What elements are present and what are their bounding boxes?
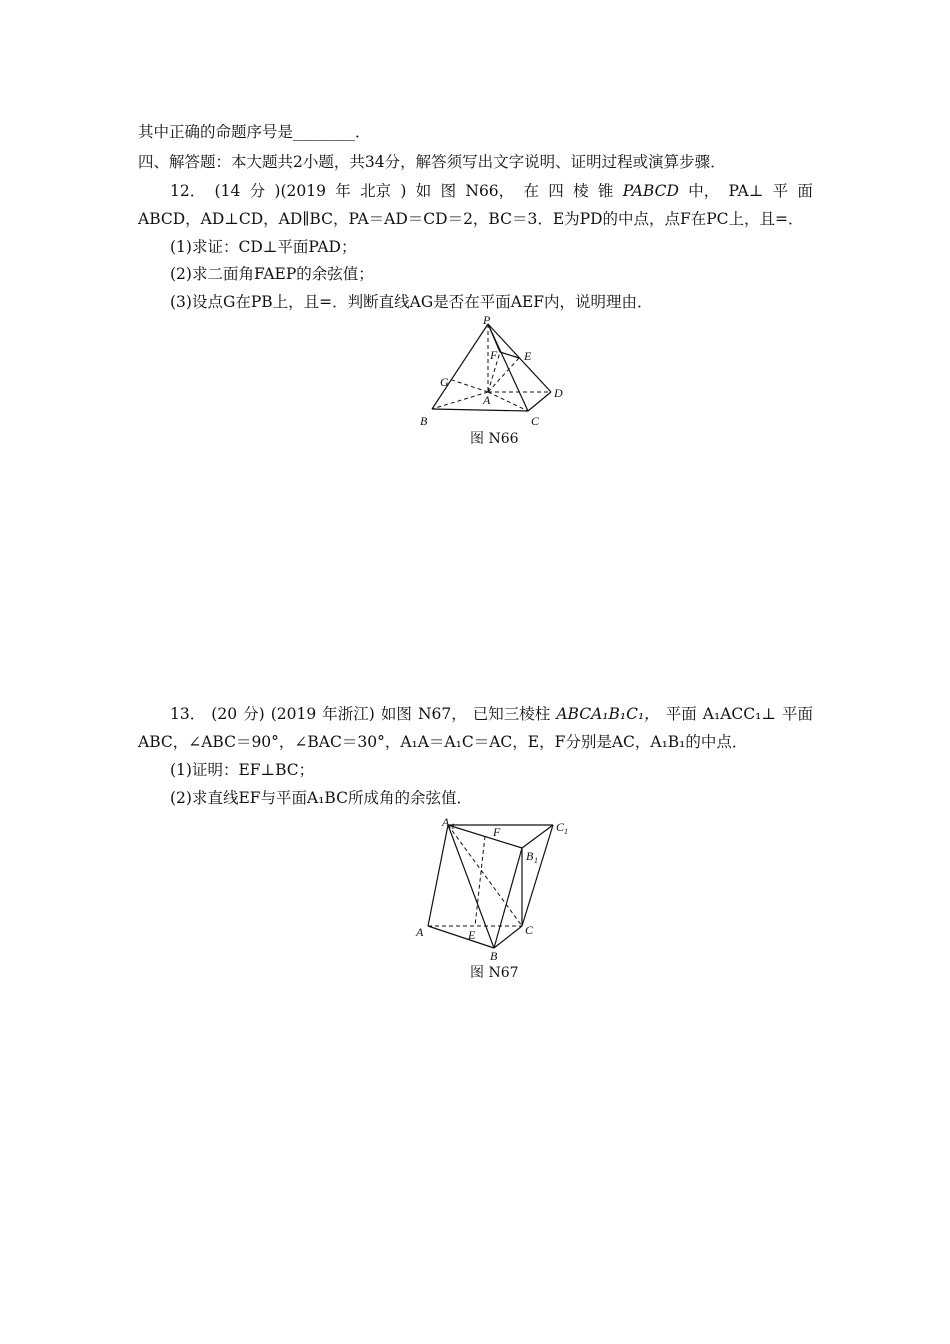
q13-token: 13． xyxy=(170,705,206,723)
q13-token: 平面 xyxy=(781,705,813,723)
question-12-part-3: (3)设点G在PB上，且=．判断直线AG是否在平面AEF内，说明理由． xyxy=(170,293,653,311)
q13-token: 分) xyxy=(243,705,265,723)
q13-token: (2019 xyxy=(270,705,317,723)
q13-token: A₁ACC₁⊥ xyxy=(702,705,776,723)
label-F: F xyxy=(490,348,498,362)
question-12-line-2: ABCD，AD⊥CD，AD∥BC，PA＝AD＝CD＝2，BC＝3．E为PD的中点，点F在PC上，且=． xyxy=(138,210,804,228)
q12-token: )(2019 xyxy=(274,182,326,200)
label-A1-subscript: 1 xyxy=(451,822,455,831)
label-A1: A xyxy=(442,815,450,829)
q12-token: 图 xyxy=(440,182,457,200)
q13-token: 年浙江) xyxy=(322,705,375,723)
q12-token: PABCD xyxy=(622,182,679,200)
question-13-part-2: (2)求直线EF与平面A₁BC所成角的余弦值． xyxy=(170,789,472,807)
label-B: B xyxy=(420,414,428,428)
q13-token: 已知三棱柱 xyxy=(472,705,551,723)
q12-token: ) xyxy=(400,182,407,200)
label-C1-subscript: 1 xyxy=(564,827,568,836)
q12-token: 平 xyxy=(772,182,789,200)
label-C1: C xyxy=(556,820,565,834)
label-P: P xyxy=(483,313,491,327)
q12-token: 面 xyxy=(797,182,813,200)
q12-token: 在 xyxy=(523,182,539,200)
q13-token: ABCA₁B₁C₁， xyxy=(556,705,660,723)
q12-token: N66， xyxy=(465,182,515,200)
question-12-line-1 xyxy=(170,181,813,201)
question-12-part-1: (1)求证：CD⊥平面PAD； xyxy=(170,238,357,256)
q12-token: PA⊥ xyxy=(728,182,764,200)
label-B1-subscript: 1 xyxy=(534,856,538,865)
question-13-line-2: ABC，∠ABC＝90°，∠BAC＝30°，A₁A＝A₁C＝AC，E，F分别是AC，A₁B₁的中点． xyxy=(138,733,748,751)
q13-token: 平面 xyxy=(665,705,697,723)
label-A: A xyxy=(483,393,491,407)
label-C: C xyxy=(531,414,540,428)
label-F: F xyxy=(493,825,501,839)
question-13-part-1: (1)证明：EF⊥BC； xyxy=(170,761,315,779)
q12-token: 四 xyxy=(548,182,564,200)
label-E: E xyxy=(468,928,476,942)
q13-token: (20 xyxy=(211,705,238,723)
label-B1: B xyxy=(526,849,534,863)
q13-token: 如图 xyxy=(380,705,412,723)
q12-token: 分 xyxy=(249,182,266,200)
label-C: C xyxy=(525,923,534,937)
q12-token: 年 xyxy=(335,182,351,200)
question-12-part-2: (2)求二面角FAEP的余弦值； xyxy=(170,265,374,283)
figure-n67-caption: 图 N67 xyxy=(470,965,519,981)
q12-token: 中， xyxy=(688,182,720,200)
section-heading: 四、解答题：本大题共2小题，共34分，解答须写出文字说明、证明过程或演算步骤． xyxy=(138,153,726,171)
label-G: G xyxy=(440,375,449,389)
figure-n66-caption: 图 N66 xyxy=(470,431,519,447)
q12-token: 棱 xyxy=(573,182,589,200)
label-A: A xyxy=(416,925,424,939)
figure-n66-pyramid xyxy=(414,312,574,432)
q12-token: (14 xyxy=(214,182,241,200)
question-13-line-1 xyxy=(170,704,813,724)
q12-token: 如 xyxy=(415,182,432,200)
q12-token: 北京 xyxy=(360,182,392,200)
q13-token: N67， xyxy=(417,705,467,723)
blank-statement: 其中正确的命题序号是________． xyxy=(138,123,371,141)
label-B: B xyxy=(490,949,498,962)
label-E: E xyxy=(524,349,532,363)
label-D: D xyxy=(554,386,563,400)
q12-token: 12． xyxy=(170,182,206,200)
q12-token: 锥 xyxy=(597,182,614,200)
figure-n67-prism xyxy=(412,812,582,962)
